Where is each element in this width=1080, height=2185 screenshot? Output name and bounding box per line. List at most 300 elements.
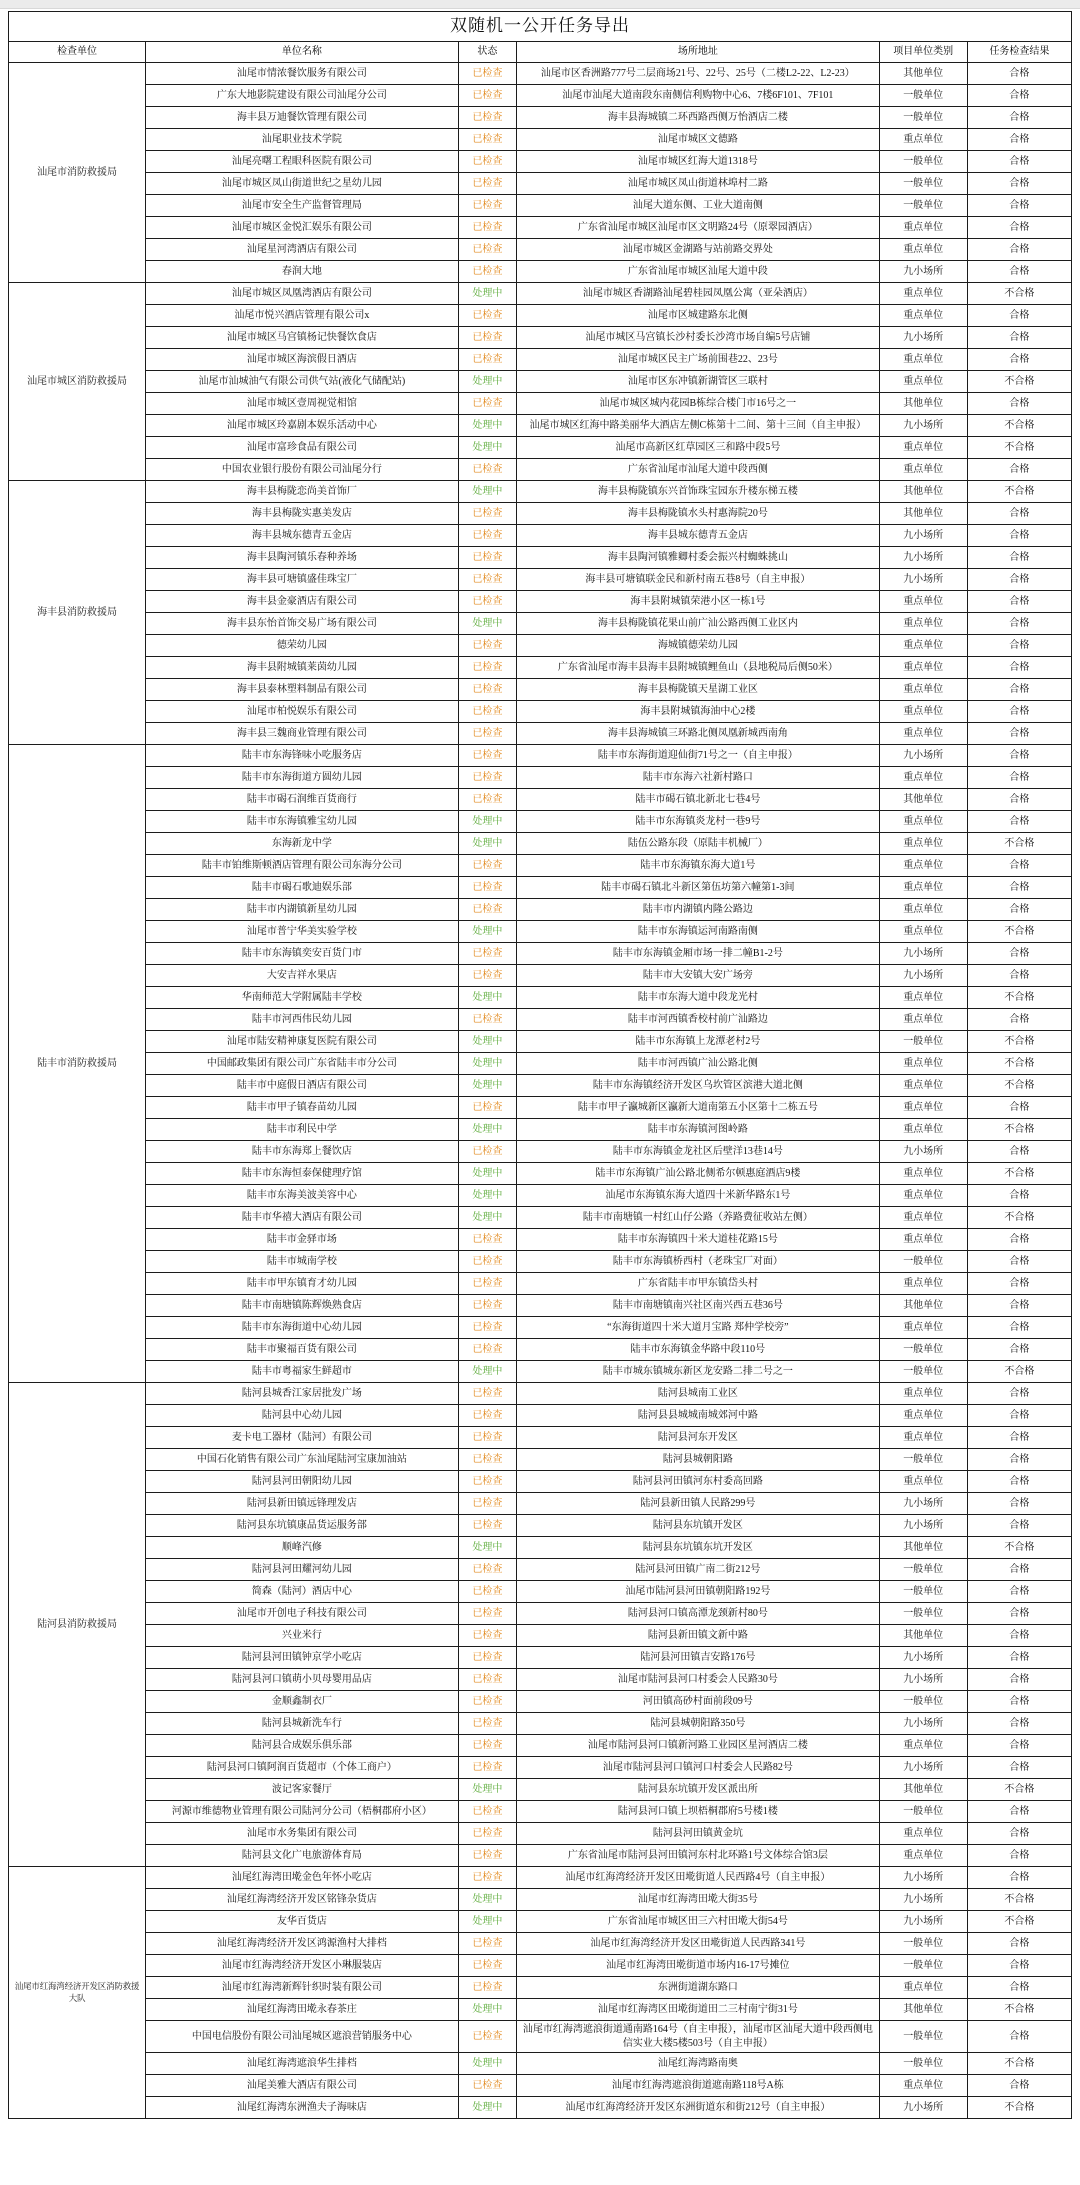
page-top-edge xyxy=(0,0,1080,9)
address-cell: 广东省汕尾市城区汕尾大道中段 xyxy=(517,261,879,283)
status-cell: 已检查 xyxy=(458,107,516,129)
unit-name-cell: 海丰县东怡首饰交易广场有限公司 xyxy=(146,613,459,635)
status-cell: 处理中 xyxy=(458,371,516,393)
category-cell: 重点单位 xyxy=(879,1163,967,1185)
status-cell: 已检查 xyxy=(458,1295,516,1317)
status-cell: 处理中 xyxy=(458,283,516,305)
address-cell: 汕尾市红海湾区田墘街道田二三村南宁街31号 xyxy=(517,1999,879,2021)
result-cell: 合格 xyxy=(967,1229,1071,1251)
status-cell: 已检查 xyxy=(458,1009,516,1031)
result-cell: 合格 xyxy=(967,591,1071,613)
status-cell: 已检查 xyxy=(458,1757,516,1779)
result-cell: 合格 xyxy=(967,1713,1071,1735)
status-cell: 已检查 xyxy=(458,1559,516,1581)
status-cell: 已检查 xyxy=(458,1427,516,1449)
category-cell: 重点单位 xyxy=(879,2075,967,2097)
category-cell: 重点单位 xyxy=(879,1427,967,1449)
unit-name-cell: 陆河县城新洗车行 xyxy=(146,1713,459,1735)
unit-name-cell: 陆河县河田镇钟京学小吃店 xyxy=(146,1647,459,1669)
result-cell: 不合格 xyxy=(967,415,1071,437)
category-cell: 九小场所 xyxy=(879,745,967,767)
unit-name-cell: 陆丰市南塘镇陈辉焕熟食店 xyxy=(146,1295,459,1317)
table-row xyxy=(9,525,1072,547)
address-cell: 东洲街道湖东路口 xyxy=(517,1977,879,1999)
status-cell: 处理中 xyxy=(458,811,516,833)
category-cell: 一般单位 xyxy=(879,1251,967,1273)
table-row xyxy=(9,481,1072,503)
category-cell: 其他单位 xyxy=(879,1625,967,1647)
status-cell: 已检查 xyxy=(458,635,516,657)
table-row xyxy=(9,987,1072,1009)
status-cell: 已检查 xyxy=(458,657,516,679)
address-cell: 汕尾市陆河县河口镇河口村委会人民路82号 xyxy=(517,1757,879,1779)
result-cell: 合格 xyxy=(967,1757,1071,1779)
address-cell: 陆河县东坑镇东坑开发区 xyxy=(517,1537,879,1559)
category-cell: 重点单位 xyxy=(879,679,967,701)
category-cell: 重点单位 xyxy=(879,701,967,723)
result-cell: 不合格 xyxy=(967,1075,1071,1097)
status-cell: 已检查 xyxy=(458,261,516,283)
unit-name-cell: 春润大地 xyxy=(146,261,459,283)
status-cell: 处理中 xyxy=(458,1999,516,2021)
unit-name-cell: 汕尾红海湾经济开发区鸿源渔村大排档 xyxy=(146,1933,459,1955)
category-cell: 一般单位 xyxy=(879,173,967,195)
table-row xyxy=(9,701,1072,723)
result-cell: 合格 xyxy=(967,2075,1071,2097)
status-cell: 已检查 xyxy=(458,1581,516,1603)
inspection-unit-cell: 陆河县消防救援局 xyxy=(9,1383,146,1867)
table-row xyxy=(9,195,1072,217)
address-cell: 广东省汕尾市陆河县河田镇河东村北环路1号文体综合馆3层 xyxy=(517,1845,879,1867)
address-cell: 汕尾市汕尾大道南段东南侧信利购物中心6、7楼6F101、7F101 xyxy=(517,85,879,107)
address-cell: 陆河县河口镇上坝梧桐郡府5号楼1楼 xyxy=(517,1801,879,1823)
table-row xyxy=(9,1625,1072,1647)
unit-name-cell: 陆河县中心幼儿园 xyxy=(146,1405,459,1427)
table-row xyxy=(9,965,1072,987)
category-cell: 重点单位 xyxy=(879,899,967,921)
result-cell: 合格 xyxy=(967,877,1071,899)
address-cell: 陆丰市城东镇城东新区龙安路二排二号之一 xyxy=(517,1361,879,1383)
header-row xyxy=(9,42,1072,63)
table-row xyxy=(9,1273,1072,1295)
result-cell: 不合格 xyxy=(967,833,1071,855)
unit-name-cell: 海丰县泰林塑料制品有限公司 xyxy=(146,679,459,701)
result-cell: 合格 xyxy=(967,811,1071,833)
status-cell: 处理中 xyxy=(458,1075,516,1097)
result-cell: 合格 xyxy=(967,1801,1071,1823)
address-cell: 陆丰市大安镇大安广场旁 xyxy=(517,965,879,987)
status-cell: 已检查 xyxy=(458,239,516,261)
unit-name-cell: 汕尾亮曙工程眼科医院有限公司 xyxy=(146,151,459,173)
result-cell: 合格 xyxy=(967,657,1071,679)
status-cell: 已检查 xyxy=(458,547,516,569)
table-row xyxy=(9,1911,1072,1933)
unit-name-cell: 陆河县文化广电旅游体育局 xyxy=(146,1845,459,1867)
table-row xyxy=(9,1999,1072,2021)
table-row xyxy=(9,745,1072,767)
result-cell: 不合格 xyxy=(967,1163,1071,1185)
unit-name-cell: 汕尾市红海湾经济开发区小琳服装店 xyxy=(146,1955,459,1977)
unit-name-cell: 陆河县新田镇远锋理发店 xyxy=(146,1493,459,1515)
unit-name-cell: 陆河县河田耀河幼儿园 xyxy=(146,1559,459,1581)
unit-name-cell: 陆丰市东海锋味小吃服务店 xyxy=(146,745,459,767)
status-cell: 已检查 xyxy=(458,701,516,723)
unit-name-cell: 陆丰市华禧大酒店有限公司 xyxy=(146,1207,459,1229)
status-cell: 已检查 xyxy=(458,1449,516,1471)
result-cell: 不合格 xyxy=(967,1889,1071,1911)
address-cell: 汕尾市城区凤山街道林埠村二路 xyxy=(517,173,879,195)
result-cell: 合格 xyxy=(967,1405,1071,1427)
unit-name-cell: 汕尾市柏悦娱乐有限公司 xyxy=(146,701,459,723)
status-cell: 已检查 xyxy=(458,151,516,173)
unit-name-cell: 汕尾市开创电子科技有限公司 xyxy=(146,1603,459,1625)
status-cell: 已检查 xyxy=(458,1845,516,1867)
unit-name-cell: 海丰县梅陇恋尚美首饰厂 xyxy=(146,481,459,503)
result-cell: 不合格 xyxy=(967,1119,1071,1141)
result-cell: 合格 xyxy=(967,305,1071,327)
table-row xyxy=(9,1053,1072,1075)
status-cell: 已检查 xyxy=(458,1933,516,1955)
table-row xyxy=(9,327,1072,349)
result-cell: 不合格 xyxy=(967,1911,1071,1933)
unit-name-cell: 汕尾市城区金悦汇娱乐有限公司 xyxy=(146,217,459,239)
table-row xyxy=(9,1449,1072,1471)
unit-name-cell: 华南师范大学附属陆丰学校 xyxy=(146,987,459,1009)
unit-name-cell: 汕尾市红海湾新辉针织时装有限公司 xyxy=(146,1977,459,1999)
result-cell: 不合格 xyxy=(967,1361,1071,1383)
unit-name-cell: 陆丰市聚福百货有限公司 xyxy=(146,1339,459,1361)
status-cell: 已检查 xyxy=(458,195,516,217)
result-cell: 合格 xyxy=(967,393,1071,415)
status-cell: 已检查 xyxy=(458,2075,516,2097)
category-cell: 重点单位 xyxy=(879,987,967,1009)
result-cell: 不合格 xyxy=(967,987,1071,1009)
address-cell: 陆丰市东海镇河图岭路 xyxy=(517,1119,879,1141)
unit-name-cell: 汕尾市情浓餐饮服务有限公司 xyxy=(146,63,459,85)
result-cell: 合格 xyxy=(967,1669,1071,1691)
address-cell: 海丰县海城镇三环路北侧凤凰新城西南角 xyxy=(517,723,879,745)
address-cell: 陆丰市东海镇上龙潭老村2号 xyxy=(517,1031,879,1053)
unit-name-cell: 汕尾红海湾田墘永春茶庄 xyxy=(146,1999,459,2021)
category-cell: 一般单位 xyxy=(879,1801,967,1823)
address-cell: 广东省汕尾市海丰县海丰县附城镇鲤鱼山（县地税局后侧50米） xyxy=(517,657,879,679)
category-cell: 一般单位 xyxy=(879,1955,967,1977)
address-cell: 汕尾市陆河县河口镇新河路工业园区星河酒店二楼 xyxy=(517,1735,879,1757)
unit-name-cell: 陆丰市东海镇奕安百货门市 xyxy=(146,943,459,965)
unit-name-cell: 广东大地影院建设有限公司汕尾分公司 xyxy=(146,85,459,107)
address-cell: 陆丰市甲子瀛城新区瀛新大道南第五小区第十二栋五号 xyxy=(517,1097,879,1119)
category-cell: 重点单位 xyxy=(879,129,967,151)
status-cell: 已检查 xyxy=(458,2021,516,2053)
table-row xyxy=(9,569,1072,591)
table-row xyxy=(9,657,1072,679)
unit-name-cell: 陆丰市东海郑上餐饮店 xyxy=(146,1141,459,1163)
table-row xyxy=(9,1779,1072,1801)
category-cell: 重点单位 xyxy=(879,1383,967,1405)
result-cell: 合格 xyxy=(967,459,1071,481)
result-cell: 合格 xyxy=(967,965,1071,987)
table-row xyxy=(9,1823,1072,1845)
status-cell: 处理中 xyxy=(458,1911,516,1933)
address-cell: 陆河县河田镇黄金坑 xyxy=(517,1823,879,1845)
status-cell: 已检查 xyxy=(458,217,516,239)
unit-name-cell: 汕尾市水务集团有限公司 xyxy=(146,1823,459,1845)
status-cell: 已检查 xyxy=(458,173,516,195)
status-cell: 已检查 xyxy=(458,1141,516,1163)
category-cell: 重点单位 xyxy=(879,1823,967,1845)
category-cell: 九小场所 xyxy=(879,261,967,283)
table-row xyxy=(9,1361,1072,1383)
address-cell: 陆丰市南塘镇南兴社区南兴西五巷36号 xyxy=(517,1295,879,1317)
unit-name-cell: 陆丰市河西伟民幼儿园 xyxy=(146,1009,459,1031)
table-row xyxy=(9,1383,1072,1405)
unit-name-cell: 波记客家餐厅 xyxy=(146,1779,459,1801)
result-cell: 不合格 xyxy=(967,283,1071,305)
status-cell: 处理中 xyxy=(458,1361,516,1383)
category-cell: 其他单位 xyxy=(879,393,967,415)
unit-name-cell: 陆丰市内湖镇新星幼儿园 xyxy=(146,899,459,921)
category-cell: 其他单位 xyxy=(879,1295,967,1317)
category-cell: 九小场所 xyxy=(879,1713,967,1735)
address-cell: 陆河县河田镇广南二街212号 xyxy=(517,1559,879,1581)
result-cell: 合格 xyxy=(967,1449,1071,1471)
title-row xyxy=(9,12,1072,42)
result-cell: 不合格 xyxy=(967,1207,1071,1229)
status-cell: 已检查 xyxy=(458,1625,516,1647)
address-cell: 陆丰市东海六社新村路口 xyxy=(517,767,879,789)
result-cell: 合格 xyxy=(967,1867,1071,1889)
column-header-5: 任务检查结果 xyxy=(967,42,1071,63)
unit-name-cell: 海丰县万迪餐饮管理有限公司 xyxy=(146,107,459,129)
unit-name-cell: 陆丰市碣石歌迪娱乐部 xyxy=(146,877,459,899)
result-cell: 合格 xyxy=(967,1471,1071,1493)
category-cell: 九小场所 xyxy=(879,1911,967,1933)
result-cell: 合格 xyxy=(967,327,1071,349)
unit-name-cell: 海丰县陶河镇乐春种养场 xyxy=(146,547,459,569)
unit-name-cell: 陆丰市东海街道方圆幼儿园 xyxy=(146,767,459,789)
table-row xyxy=(9,1295,1072,1317)
category-cell: 一般单位 xyxy=(879,1449,967,1471)
table-row xyxy=(9,1933,1072,1955)
column-header-2: 状态 xyxy=(458,42,516,63)
unit-name-cell: 陆丰市利民中学 xyxy=(146,1119,459,1141)
result-cell: 合格 xyxy=(967,723,1071,745)
address-cell: 陆河县城朝阳路 xyxy=(517,1449,879,1471)
address-cell: 海丰县梅陇镇东兴首饰珠宝园东升楼东梯五楼 xyxy=(517,481,879,503)
address-cell: 汕尾市红海湾经济开发区田墘街道人民西路4号（自主申报） xyxy=(517,1867,879,1889)
address-cell: 汕尾市城区文德路 xyxy=(517,129,879,151)
address-cell: 陆丰市东海镇桥西村（老珠宝厂对面） xyxy=(517,1251,879,1273)
status-cell: 处理中 xyxy=(458,1053,516,1075)
address-cell: 海丰县梅陇镇天星湖工业区 xyxy=(517,679,879,701)
table-row xyxy=(9,1097,1072,1119)
table-row xyxy=(9,349,1072,371)
unit-name-cell: 汕尾市普宁华美实验学校 xyxy=(146,921,459,943)
page-title: 双随机一公开任务导出 xyxy=(9,12,1072,42)
unit-name-cell: 顺峰汽修 xyxy=(146,1537,459,1559)
result-cell: 不合格 xyxy=(967,371,1071,393)
status-cell: 已检查 xyxy=(458,1735,516,1757)
status-cell: 处理中 xyxy=(458,921,516,943)
status-cell: 已检查 xyxy=(458,679,516,701)
result-cell: 合格 xyxy=(967,1383,1071,1405)
result-cell: 合格 xyxy=(967,613,1071,635)
address-cell: 汕尾市红海湾遮浪街道通南路164号（自主申报），汕尾市区汕尾大道中段西侧电信实业大楼5楼503号（自主申报） xyxy=(517,2021,879,2053)
category-cell: 九小场所 xyxy=(879,1889,967,1911)
unit-name-cell: 陆丰市中庭假日酒店有限公司 xyxy=(146,1075,459,1097)
address-cell: 汕尾市城区金湖路与站前路交界处 xyxy=(517,239,879,261)
address-cell: 汕尾市城区民主广场前围巷22、23号 xyxy=(517,349,879,371)
address-cell: 陆丰市东海街道迎仙街71号之一（自主申报） xyxy=(517,745,879,767)
unit-name-cell: 陆丰市城南学校 xyxy=(146,1251,459,1273)
table-row xyxy=(9,811,1072,833)
result-cell: 合格 xyxy=(967,943,1071,965)
table-row xyxy=(9,1141,1072,1163)
address-cell: 汕尾市陆河县河口村委会人民路30号 xyxy=(517,1669,879,1691)
category-cell: 其他单位 xyxy=(879,1999,967,2021)
inspection-unit-cell: 汕尾市消防救援局 xyxy=(9,63,146,283)
category-cell: 重点单位 xyxy=(879,1053,967,1075)
address-cell: 陆河县新田镇人民路299号 xyxy=(517,1493,879,1515)
status-cell: 已检查 xyxy=(458,1801,516,1823)
unit-name-cell: 陆丰市甲东镇育才幼儿园 xyxy=(146,1273,459,1295)
result-cell: 合格 xyxy=(967,1603,1071,1625)
unit-name-cell: 汕尾市汕城油气有限公司供气站(液化气储配站) xyxy=(146,371,459,393)
address-cell: 广东省陆丰市甲东镇岱头村 xyxy=(517,1273,879,1295)
table-row xyxy=(9,1757,1072,1779)
category-cell: 重点单位 xyxy=(879,877,967,899)
unit-name-cell: 汕尾市悦兴酒店管理有限公司x xyxy=(146,305,459,327)
category-cell: 九小场所 xyxy=(879,1515,967,1537)
result-cell: 合格 xyxy=(967,679,1071,701)
unit-name-cell: 汕尾市城区海滨假日酒店 xyxy=(146,349,459,371)
address-cell: 汕尾市红海湾田墘街道市场内16-17号摊位 xyxy=(517,1955,879,1977)
status-cell: 已检查 xyxy=(458,789,516,811)
category-cell: 其他单位 xyxy=(879,503,967,525)
unit-name-cell: 中国农业银行股份有限公司汕尾分行 xyxy=(146,459,459,481)
table-row xyxy=(9,1185,1072,1207)
category-cell: 重点单位 xyxy=(879,239,967,261)
address-cell: 陆丰市南塘镇一村红山仔公路（养路费征收站左侧） xyxy=(517,1207,879,1229)
address-cell: 广东省汕尾市城区汕尾市区文明路24号（原翠园酒店） xyxy=(517,217,879,239)
table-row xyxy=(9,1647,1072,1669)
table-row xyxy=(9,1977,1072,1999)
address-cell: 海丰县梅陇镇水头村惠海院20号 xyxy=(517,503,879,525)
category-cell: 九小场所 xyxy=(879,1647,967,1669)
unit-name-cell: 陆丰市碣石润维百货商行 xyxy=(146,789,459,811)
result-cell: 合格 xyxy=(967,1185,1071,1207)
status-cell: 处理中 xyxy=(458,833,516,855)
table-row xyxy=(9,877,1072,899)
unit-name-cell: 汕尾市安全生产监督管理局 xyxy=(146,195,459,217)
category-cell: 九小场所 xyxy=(879,1493,967,1515)
address-cell: 陆丰市东海镇广汕公路北侧希尔顿惠庭酒店9楼 xyxy=(517,1163,879,1185)
category-cell: 重点单位 xyxy=(879,371,967,393)
category-cell: 重点单位 xyxy=(879,459,967,481)
status-cell: 已检查 xyxy=(458,503,516,525)
table-row xyxy=(9,239,1072,261)
category-cell: 一般单位 xyxy=(879,85,967,107)
status-cell: 已检查 xyxy=(458,327,516,349)
table-row xyxy=(9,591,1072,613)
address-cell: “东海街道四十米大道月宝路 郑仲学校旁” xyxy=(517,1317,879,1339)
table-row xyxy=(9,723,1072,745)
address-cell: 陆河县东坑镇开发区 xyxy=(517,1515,879,1537)
unit-name-cell: 海丰县城东德青五金店 xyxy=(146,525,459,547)
unit-name-cell: 德荣幼儿园 xyxy=(146,635,459,657)
category-cell: 重点单位 xyxy=(879,635,967,657)
unit-name-cell: 友华百货店 xyxy=(146,1911,459,1933)
table-row xyxy=(9,2075,1072,2097)
category-cell: 重点单位 xyxy=(879,833,967,855)
status-cell: 已检查 xyxy=(458,1273,516,1295)
table-row xyxy=(9,2053,1072,2075)
category-cell: 重点单位 xyxy=(879,1185,967,1207)
status-cell: 处理中 xyxy=(458,1889,516,1911)
status-cell: 已检查 xyxy=(458,85,516,107)
unit-name-cell: 汕尾市城区凤凰湾酒店有限公司 xyxy=(146,283,459,305)
category-cell: 其他单位 xyxy=(879,1779,967,1801)
address-cell: 陆丰市东海镇东海大道1号 xyxy=(517,855,879,877)
category-cell: 其他单位 xyxy=(879,789,967,811)
category-cell: 重点单位 xyxy=(879,1405,967,1427)
category-cell: 重点单位 xyxy=(879,1075,967,1097)
status-cell: 处理中 xyxy=(458,987,516,1009)
table-row xyxy=(9,1515,1072,1537)
unit-name-cell: 海丰县附城镇莱茵幼儿园 xyxy=(146,657,459,679)
result-cell: 合格 xyxy=(967,1625,1071,1647)
address-cell: 陆河县新田镇文新中路 xyxy=(517,1625,879,1647)
result-cell: 不合格 xyxy=(967,1999,1071,2021)
result-cell: 合格 xyxy=(967,1295,1071,1317)
unit-name-cell: 中国石化销售有限公司广东汕尾陆河宝康加油站 xyxy=(146,1449,459,1471)
result-cell: 合格 xyxy=(967,217,1071,239)
status-cell: 处理中 xyxy=(458,1119,516,1141)
address-cell: 陆丰市碣石镇北斗新区第伍坊第六幢第1-3间 xyxy=(517,877,879,899)
result-cell: 合格 xyxy=(967,239,1071,261)
result-cell: 合格 xyxy=(967,525,1071,547)
status-cell: 已检查 xyxy=(458,305,516,327)
category-cell: 重点单位 xyxy=(879,591,967,613)
result-cell: 合格 xyxy=(967,1845,1071,1867)
status-cell: 已检查 xyxy=(458,855,516,877)
address-cell: 汕尾红海湾路南奥 xyxy=(517,2053,879,2075)
table-row xyxy=(9,1471,1072,1493)
category-cell: 一般单位 xyxy=(879,2021,967,2053)
category-cell: 重点单位 xyxy=(879,1977,967,1999)
table-row xyxy=(9,833,1072,855)
address-cell: 陆伍公路东段（原陆丰机械厂） xyxy=(517,833,879,855)
result-cell: 合格 xyxy=(967,151,1071,173)
address-cell: 汕尾市区东冲镇新湖管区三联村 xyxy=(517,371,879,393)
address-cell: 陆丰市东海镇经济开发区乌坎管区滨港大道北侧 xyxy=(517,1075,879,1097)
status-cell: 已检查 xyxy=(458,63,516,85)
result-cell: 不合格 xyxy=(967,1053,1071,1075)
status-cell: 已检查 xyxy=(458,1229,516,1251)
address-cell: 汕尾市城区香湖路汕尾碧桂园凤凰公寓（亚朵酒店） xyxy=(517,283,879,305)
unit-name-cell: 陆河县河口镇阿润百货超市（个体工商户） xyxy=(146,1757,459,1779)
status-cell: 处理中 xyxy=(458,1185,516,1207)
result-cell: 合格 xyxy=(967,1339,1071,1361)
address-cell: 汕尾市东海镇东海大道四十米新华路东1号 xyxy=(517,1185,879,1207)
category-cell: 重点单位 xyxy=(879,1317,967,1339)
result-cell: 合格 xyxy=(967,1097,1071,1119)
unit-name-cell: 陆丰市东海美波美容中心 xyxy=(146,1185,459,1207)
address-cell: 广东省汕尾市汕尾大道中段西侧 xyxy=(517,459,879,481)
category-cell: 重点单位 xyxy=(879,349,967,371)
table-row xyxy=(9,217,1072,239)
result-cell: 合格 xyxy=(967,745,1071,767)
